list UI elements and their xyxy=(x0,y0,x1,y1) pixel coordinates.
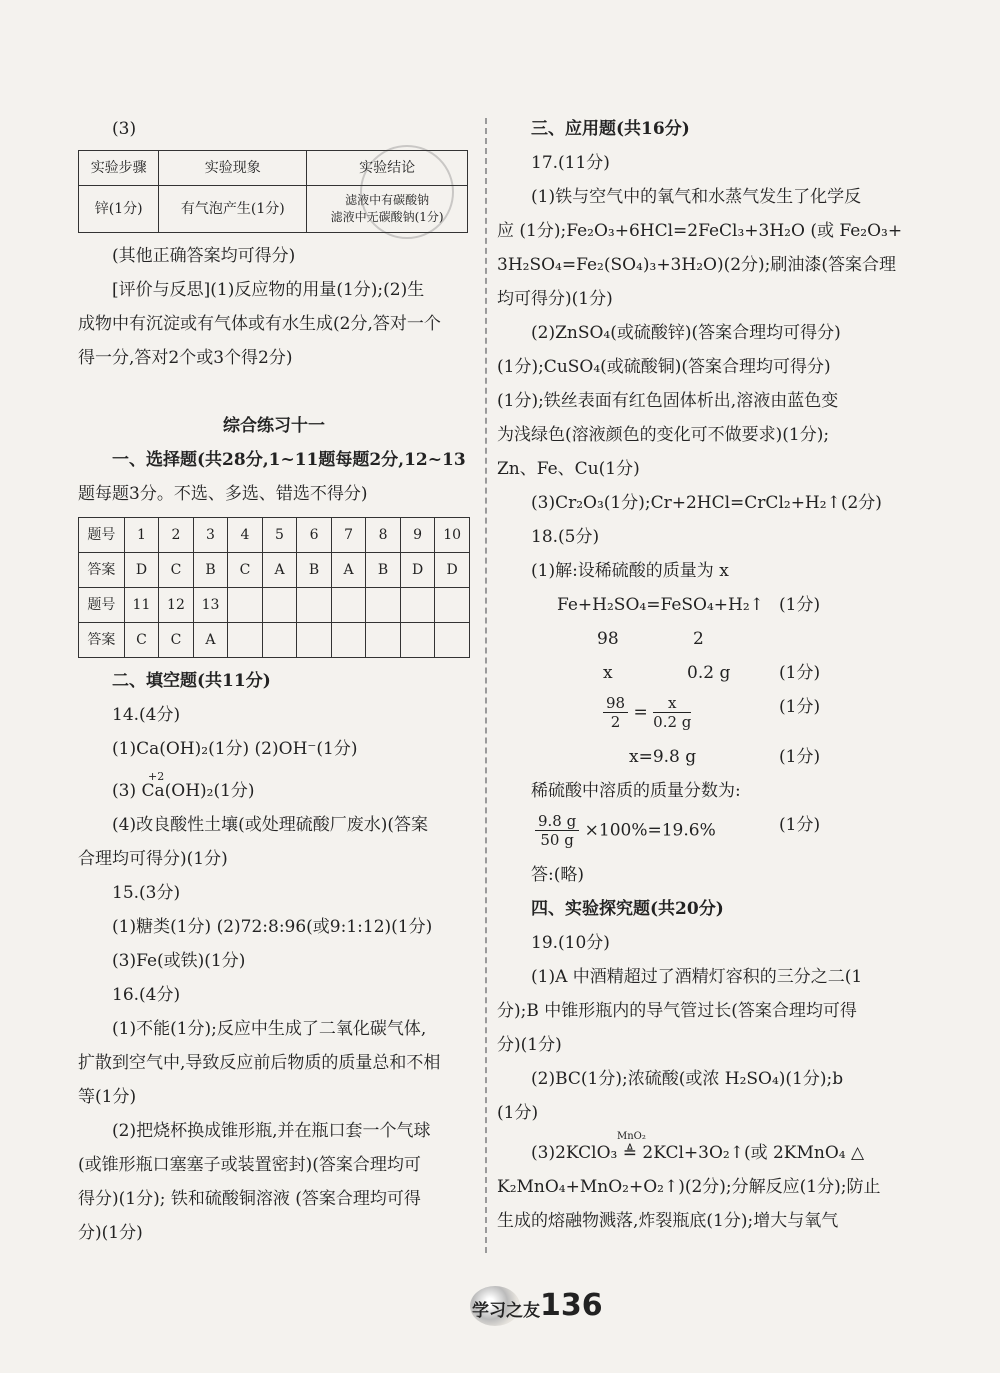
table-label: 题号 xyxy=(79,518,125,553)
table-cell: 锌(1分) xyxy=(79,186,159,233)
text-line: (1)铁与空气中的氧气和水蒸气发生了化学反 xyxy=(531,187,862,207)
fraction-num: 9.8 g xyxy=(535,812,579,831)
text-line: 应 (1分);Fe₂O₃+6HCl=2FeCl₃+3H₂O (或 Fe₂O₃+ xyxy=(497,221,903,241)
table-cell: 11 xyxy=(124,588,159,623)
page-footer xyxy=(0,1280,1000,1340)
cell-line: 滤液中有碳酸钠 xyxy=(345,193,430,207)
table-cell: B xyxy=(366,553,401,588)
table-cell xyxy=(435,588,470,623)
brand-name: 学习之友 xyxy=(472,1301,540,1321)
reaction: (3)2KClO₃ ≜ 2KCl+3O₂↑(或 2KMnO₄ △ xyxy=(531,1143,865,1163)
text-line: (1)解:设稀硫酸的质量为 x xyxy=(531,561,729,581)
table-cell xyxy=(307,186,468,233)
percent-calc xyxy=(535,812,716,849)
text-line: 得分)(1分); 铁和硫酸铜溶液 (答案合理均可得 xyxy=(78,1189,421,1209)
text-line: 17.(11分) xyxy=(531,153,610,173)
text-line: Zn、Fe、Cu(1分) xyxy=(497,459,640,479)
table-cell: 9 xyxy=(400,518,435,553)
equals: = xyxy=(633,702,648,723)
fraction xyxy=(603,694,628,731)
score: (1分) xyxy=(779,697,821,717)
table-cell xyxy=(228,623,263,658)
given-mass: 0.2 g xyxy=(687,663,731,683)
percent-result: ×100%=19.6% xyxy=(584,820,716,841)
molar-mass: 98 xyxy=(597,629,619,649)
table-cell: 2 xyxy=(159,518,194,553)
table-cell: 8 xyxy=(366,518,401,553)
text-line: (1分);铁丝表面有红色固体析出,溶液由蓝色变 xyxy=(497,391,839,411)
column-divider xyxy=(485,118,487,1253)
text-line: 3H₂SO₄=Fe₂(SO₄)₃+3H₂O)(2分);刷油漆(答案合理 xyxy=(497,255,897,275)
table-cell: D xyxy=(124,553,159,588)
table-cell: 5 xyxy=(262,518,297,553)
text-line: (1)Ca(OH)₂(1分) (2)OH⁻(1分) xyxy=(112,739,358,759)
table-cell: 6 xyxy=(297,518,332,553)
text-line: (其他正确答案均可得分) xyxy=(112,246,296,266)
text-line xyxy=(497,1131,895,1170)
fraction-den: 50 g xyxy=(540,831,574,849)
equation-row xyxy=(497,740,895,774)
text-line: 稀硫酸中溶质的质量分数为: xyxy=(531,781,741,801)
equation-row xyxy=(497,622,895,656)
fraction-den: 2 xyxy=(610,713,621,731)
table-cell: B xyxy=(193,553,228,588)
proportion xyxy=(603,694,691,731)
table-cell xyxy=(366,623,401,658)
table-cell: 10 xyxy=(435,518,470,553)
text-line: 扩散到空气中,导致反应前后物质的质量总和不相 xyxy=(78,1053,441,1073)
text-line: 14.(4分) xyxy=(112,705,181,725)
table-cell: C xyxy=(159,623,194,658)
text-line: 成物中有沉淀或有气体或有水生成(2分,答对一个 xyxy=(78,314,441,334)
text-line: (1分);CuSO₄(或硫酸铜)(答案合理均可得分) xyxy=(497,357,831,377)
text-line: 生成的熔融物溅落,炸裂瓶底(1分);增大与氧气 xyxy=(497,1211,839,1231)
score: (1分) xyxy=(779,815,821,835)
table-cell xyxy=(297,623,332,658)
text-line: 答:(略) xyxy=(531,865,584,885)
table-label: 答案 xyxy=(79,623,125,658)
right-column xyxy=(497,112,903,1238)
table-header: 实验步骤 xyxy=(79,151,159,186)
score: (1分) xyxy=(779,663,821,683)
text-line: 15.(3分) xyxy=(112,883,181,903)
table-cell: D xyxy=(435,553,470,588)
table-cell: 13 xyxy=(193,588,228,623)
score: (1分) xyxy=(779,595,821,615)
fraction xyxy=(653,694,691,731)
fraction-num: 98 xyxy=(603,694,628,713)
table-cell: A xyxy=(193,623,228,658)
text-line: (4)改良酸性土壤(或处理硫酸厂废水)(答案 xyxy=(112,815,428,835)
fraction xyxy=(535,812,579,849)
text-line: 题每题3分。不选、多选、错选不得分) xyxy=(78,484,368,504)
text-line: 为浅绿色(溶液颜色的变化可不做要求)(1分); xyxy=(497,425,830,445)
text-line: (1)不能(1分);反应中生成了二氧化碳气体, xyxy=(112,1019,427,1039)
table-cell: 有气泡产生(1分) xyxy=(159,186,307,233)
experiment-table xyxy=(78,150,468,233)
text-line: (1)A 中酒精超过了酒精灯容积的三分之二(1 xyxy=(531,967,863,987)
equation-row xyxy=(497,808,895,858)
table-cell xyxy=(366,588,401,623)
cell-line: 滤液中无碳酸钠(1分) xyxy=(330,210,444,224)
text-line: 均可得分)(1分) xyxy=(497,289,613,309)
text-line: K₂MnO₄+MnO₂+O₂↑)(2分);分解反应(1分);防止 xyxy=(497,1177,881,1197)
section-title: 综合练习十一 xyxy=(223,416,325,436)
text-line: 16.(4分) xyxy=(112,985,181,1005)
table-cell: C xyxy=(124,623,159,658)
text-line: (1)糖类(1分) (2)72:8:96(或9:1:12)(1分) xyxy=(112,917,433,937)
molar-mass: 2 xyxy=(693,629,704,649)
table-cell: A xyxy=(331,553,366,588)
table-cell xyxy=(228,588,263,623)
table-header: 实验结论 xyxy=(307,151,468,186)
unknown: x xyxy=(603,663,613,683)
formula: (3) Ca(OH)₂(1分) xyxy=(112,781,255,801)
text-line: (2)BC(1分);浓硫酸(或浓 H₂SO₄)(1分);b xyxy=(531,1069,844,1089)
text-line: (或锥形瓶口塞塞子或装置密封)(答案合理均可 xyxy=(78,1155,421,1175)
section-heading: 二、填空题(共11分) xyxy=(112,671,271,691)
text-line: 18.(5分) xyxy=(531,527,600,547)
table-header: 实验现象 xyxy=(159,151,307,186)
page-number: 136 xyxy=(540,1288,603,1323)
equation-row xyxy=(497,588,895,622)
text-line: (3)Fe(或铁)(1分) xyxy=(112,951,246,971)
result: x=9.8 g xyxy=(629,747,697,767)
table-cell: 12 xyxy=(159,588,194,623)
table-cell xyxy=(400,588,435,623)
table-cell: B xyxy=(297,553,332,588)
text-line: 分)(1分) xyxy=(497,1035,562,1055)
table-cell xyxy=(400,623,435,658)
catalyst-label: MnO₂ xyxy=(617,1131,646,1142)
table-cell: 4 xyxy=(228,518,263,553)
table-cell: C xyxy=(228,553,263,588)
text-line: (3)Cr₂O₃(1分);Cr+2HCl=CrCl₂+H₂↑(2分) xyxy=(531,493,882,513)
table-cell xyxy=(262,588,297,623)
table-label: 题号 xyxy=(79,588,125,623)
table-cell: A xyxy=(262,553,297,588)
text-line: (2)ZnSO₄(或硫酸锌)(答案合理均可得分) xyxy=(531,323,841,343)
score: (1分) xyxy=(779,747,821,767)
table-cell xyxy=(331,623,366,658)
table-cell: 1 xyxy=(124,518,159,553)
text-line xyxy=(78,766,470,808)
text-line: 得一分,答对2个或3个得2分) xyxy=(78,348,293,368)
valence-mark: +2 xyxy=(148,770,165,783)
equation-row xyxy=(497,690,895,740)
section-heading: 一、选择题(共28分,1~11题每题2分,12~13 xyxy=(112,450,466,470)
table-cell: 3 xyxy=(193,518,228,553)
table-cell xyxy=(262,623,297,658)
table-cell: 7 xyxy=(331,518,366,553)
section-heading: 三、应用题(共16分) xyxy=(531,119,690,139)
text-line: (3) xyxy=(112,119,137,139)
text-line: [评价与反思](1)反应物的用量(1分);(2)生 xyxy=(112,280,425,300)
text-line: 合理均可得分)(1分) xyxy=(78,849,228,869)
table-cell xyxy=(297,588,332,623)
table-label: 答案 xyxy=(79,553,125,588)
equation-row xyxy=(497,656,895,690)
text-line: (2)把烧杯换成锥形瓶,并在瓶口套一个气球 xyxy=(112,1121,431,1141)
fraction-den: 0.2 g xyxy=(653,713,692,731)
fraction-num: x xyxy=(653,694,691,713)
text-line: 分)(1分) xyxy=(78,1223,143,1243)
text-line: 等(1分) xyxy=(78,1087,137,1107)
text-line: 19.(10分) xyxy=(531,933,610,953)
table-cell: D xyxy=(400,553,435,588)
left-column xyxy=(78,112,470,1250)
section-heading: 四、实验探究题(共20分) xyxy=(531,899,724,919)
table-cell xyxy=(331,588,366,623)
table-cell xyxy=(435,623,470,658)
answer-table xyxy=(78,517,470,658)
equation: Fe+H₂SO₄=FeSO₄+H₂↑ xyxy=(557,595,764,615)
table-cell: C xyxy=(159,553,194,588)
text-line: 分);B 中锥形瓶内的导气管过长(答案合理均可得 xyxy=(497,1001,857,1021)
text-line: (1分) xyxy=(497,1103,539,1123)
